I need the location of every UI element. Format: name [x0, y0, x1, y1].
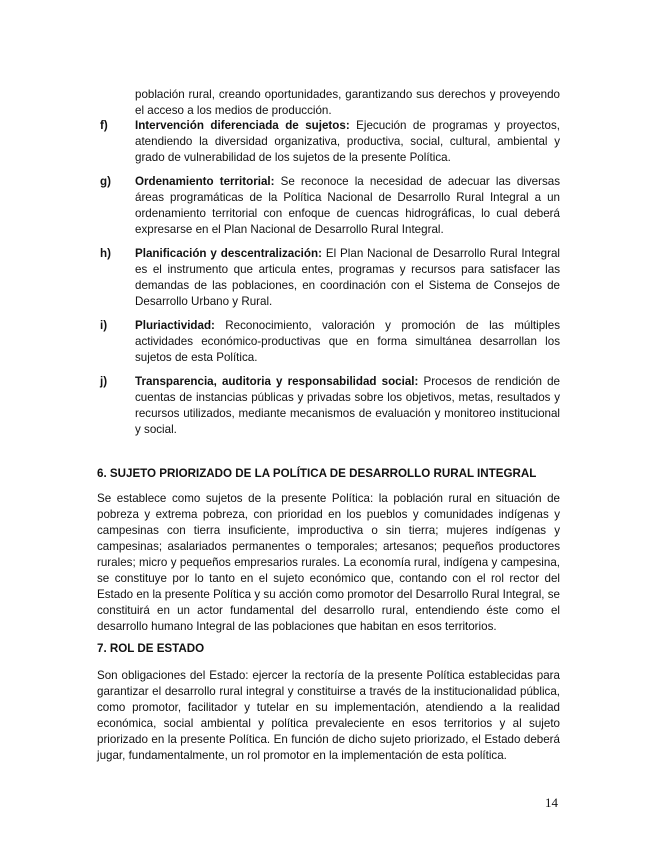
list-item-term: Pluriactividad:	[135, 319, 215, 332]
list-item-text: Reconocimiento, valoración y promoción de las múltiples actividades económico-productivas que en forma simultánea desarrollan los sujetos de esta Política.	[135, 319, 560, 364]
list-item-term: Transparencia, auditoria y responsabilidad social:	[135, 375, 419, 388]
list-item-text: El Plan Nacional de Desarrollo Rural Integral es el instrumento que articula entes, programas y recursos para satisfacer las demandas de las poblaciones, en coordinación con el Sistema de Consejos de Desarrollo Urbano y Rural.	[135, 247, 561, 308]
list-item-text: Se reconoce la necesidad de adecuar las diversas áreas programáticas de la Política Nacional de Desarrollo Rural Integral a un ordenamiento territorial con enfoque de cuencas hidrográficas, lo cual deberá expresarse en el Plan Nacional de Desarrollo Rural Integral.	[135, 175, 561, 236]
list-item-h	[100, 246, 560, 310]
section-7-heading: 7. ROL DE ESTADO	[97, 642, 205, 655]
list-item-letter: j)	[100, 375, 108, 388]
list-item-body	[135, 374, 560, 438]
list-item-body	[135, 118, 560, 166]
continuation-paragraph: población rural, creando oportunidades, garantizando sus derechos y proveyendo el acceso a los medios de producción.	[135, 87, 560, 117]
list-item-letter: g)	[100, 175, 111, 188]
list-item-letter: f)	[100, 119, 108, 132]
section-7-paragraph: Son obligaciones del Estado: ejercer la rectoría de la presente Política establecidas para garantizar el desarrollo rural integral y constituirse a través de la institucionalidad pública, como promotor, facilitador y tutelar en su implementación, atendiendo a la realidad económica, social ambiental y política prevaleciente en esos territorios y al sujeto priorizado en la presente Política. En función de dicho sujeto priorizado, el Estado deberá jugar, fundamentalmente, un rol promotor en la implementación de esta política.	[97, 669, 560, 762]
section-6-paragraph: Se establece como sujetos de la presente Política: la población rural en situación de pobreza y extrema pobreza, con prioridad en los pueblos y comunidades indígenas y campesinas con tierra insuficiente, improductiva o sin tierra; mujeres indígenas y campesinas; asalariados permanentes o temporales; artesanos; pequeños productores rurales; micro y pequeños empresarios rurales. La economía rural, indígena y campesina, se constituye por lo tanto en el sujeto económico que, contando con el rol rector del Estado en la presente Política y su acción como promotor del Desarrollo Rural Integral, se constituirá en un actor fundamental del desarrollo rural, entendiendo éste como el desarrollo humano Integral de las poblaciones que habitan en esos territorios.	[97, 492, 560, 633]
list-item-text: Ejecución de programas y proyectos, atendiendo la diversidad organizativa, productiva, social, cultural, ambiental y grado de vulnerabilidad de los sujetos de la presente Política.	[135, 119, 560, 164]
list-item-letter: h)	[100, 247, 111, 260]
list-item-term: Intervención diferenciada de sujetos:	[135, 119, 350, 132]
section-6-heading: 6. SUJETO PRIORIZADO DE LA POLÍTICA DE DESARROLLO RURAL INTEGRAL	[97, 467, 537, 480]
list-item-body	[135, 246, 560, 310]
page-number: 14	[545, 795, 558, 810]
list-item-body	[135, 318, 560, 366]
list-item-term: Planificación y descentralización:	[135, 247, 322, 260]
list-item-i	[100, 318, 560, 366]
list-item-term: Ordenamiento territorial:	[135, 175, 275, 188]
list-item-f	[100, 118, 560, 166]
list-item-letter: i)	[100, 319, 108, 332]
principles-list	[100, 118, 560, 446]
list-item-j	[100, 374, 560, 438]
list-item-body	[135, 174, 560, 238]
list-item-g	[100, 174, 560, 238]
list-item-text: Procesos de rendición de cuentas de instancias públicas y privadas sobre los objetivos, metas, resultados y recursos utilizados, mediante mecanismos de evaluación y monitoreo institucional y social.	[135, 375, 560, 436]
